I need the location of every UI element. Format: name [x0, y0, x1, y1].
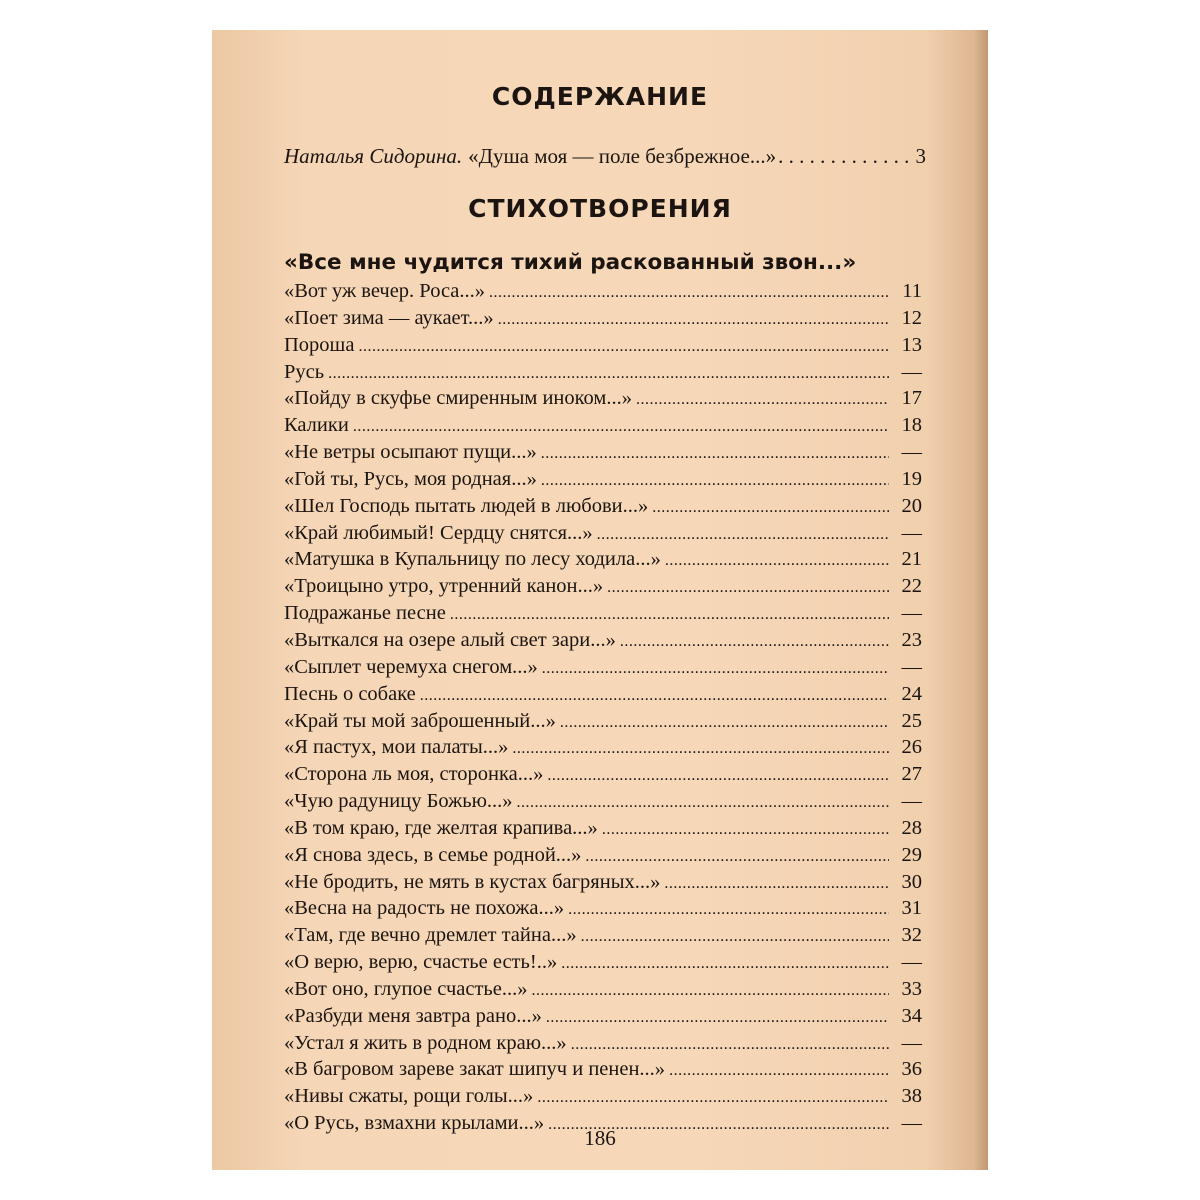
toc-leader-dots	[541, 441, 889, 468]
toc-entry-page: —	[901, 951, 922, 974]
toc-entry-page: 27	[901, 763, 922, 786]
toc-entry-title: «Пойду в скуфье смиренным иноком...»	[284, 387, 633, 410]
intro-entry	[284, 144, 926, 169]
toc-entry-title: «Устал я жить в родном краю...»	[284, 1031, 567, 1054]
toc-entry-page: 25	[901, 709, 922, 732]
toc-entry-page: 23	[901, 628, 922, 651]
toc-entry	[284, 654, 922, 681]
toc-entry-page: 12	[901, 306, 922, 329]
toc-entry-title: «Вот уж вечер. Роса...»	[284, 280, 486, 302]
toc-entry-title: «Весна на радость не похожа...»	[284, 897, 565, 920]
toc-entry	[284, 842, 922, 869]
toc-entry	[284, 869, 922, 896]
toc-entry-title: «Нивы сжаты, рощи голы...»	[284, 1085, 534, 1108]
toc-leader-dots	[568, 897, 889, 924]
toc-entry-title: «Сторона ль моя, сторонка...»	[284, 763, 544, 786]
toc-entry	[284, 520, 922, 547]
toc-entry-title: «Не ветры осыпают пущи...»	[284, 441, 537, 464]
toc-entry-page: 24	[901, 682, 922, 705]
toc-entry	[284, 976, 922, 1003]
toc-entry	[284, 1083, 922, 1110]
toc-leader-dots	[636, 387, 889, 414]
toc-entry	[284, 681, 922, 708]
toc-entry-title: «О Русь, взмахни крылами...»	[284, 1112, 545, 1135]
toc-entry-title: «Поет зима — аукает...»	[284, 306, 494, 329]
toc-entry-title: «Матушка в Купальницу по лесу ходила...»	[284, 548, 661, 571]
toc-entry	[284, 815, 922, 842]
toc-entry	[284, 466, 922, 493]
toc-leader-dots	[547, 763, 889, 790]
poems-section-heading: СТИХОТВОРЕНИЯ	[468, 194, 732, 223]
toc-entry-title: Пороша	[284, 333, 355, 356]
toc-leader-dots	[607, 575, 889, 602]
toc-leader-dots	[531, 978, 889, 1005]
toc-entry	[284, 1056, 922, 1083]
intro-title: «Душа моя — поле безбрежное...»	[468, 144, 777, 168]
toc-entry-title: «Я снова здесь, в семье родной...»	[284, 843, 582, 866]
toc-entry	[284, 385, 922, 412]
toc-entry-page: —	[901, 441, 922, 464]
toc-entry-page: —	[901, 1112, 922, 1135]
toc-entry-title: «В том краю, где желтая крапива...»	[284, 816, 598, 839]
toc-leader-dots	[489, 280, 889, 307]
toc-leader-dots	[669, 1058, 889, 1085]
toc-leader-dots	[517, 790, 889, 817]
intro-page-number: 3	[915, 144, 926, 168]
toc-entry	[284, 1003, 922, 1030]
toc-entry	[284, 305, 922, 332]
toc-entry-page: —	[901, 1031, 922, 1054]
toc-leader-dots	[571, 1032, 889, 1059]
toc-entry	[284, 949, 922, 976]
toc-entry	[284, 734, 922, 761]
toc-leader-dots	[581, 924, 889, 951]
toc-entry-title: Русь	[284, 360, 325, 383]
toc-entry-page: —	[901, 602, 922, 625]
toc-leader-dots	[353, 414, 889, 441]
toc-entry-page: 13	[901, 333, 922, 356]
toc-entry-title: «О верю, верю, счастье есть!..»	[284, 951, 558, 974]
toc-entry-page: 21	[901, 548, 922, 571]
toc-entry-page: 28	[901, 816, 922, 839]
toc-entry-title: «В багровом зареве закат шипуч и пенен...»	[284, 1058, 666, 1081]
toc-leader-dots	[450, 602, 889, 629]
toc-entry-page: 11	[902, 280, 922, 302]
toc-entry	[284, 412, 922, 439]
page-number: 186	[584, 1126, 616, 1150]
toc-leader-dots	[652, 495, 889, 522]
toc-leader-dots	[585, 844, 889, 871]
toc-entry-page: 33	[901, 977, 922, 1000]
toc-entry-title: «Край ты мой заброшенный...»	[284, 709, 556, 732]
toc-leader-dots	[560, 710, 889, 737]
toc-leader-dots	[358, 334, 889, 361]
toc-entry	[284, 708, 922, 735]
toc-entry-title: «Я пастух, мои палаты...»	[284, 736, 509, 759]
toc-entry-page: 26	[901, 736, 922, 759]
toc-entry-page: 36	[901, 1058, 922, 1081]
toc-entry-page: 31	[901, 897, 922, 920]
toc-entry	[284, 788, 922, 815]
toc-entry-page: 18	[901, 414, 922, 437]
subsection-title: «Все мне чудится тихий раскованный звон...»	[284, 250, 857, 275]
toc-entry-page: —	[901, 655, 922, 678]
toc-entry	[284, 895, 922, 922]
toc-leader-dots	[541, 468, 889, 495]
toc-leader-dots	[498, 307, 889, 334]
toc-entry-page: —	[901, 790, 922, 813]
toc-entry-page: 19	[901, 467, 922, 490]
toc-leader-dots	[664, 871, 889, 898]
toc-entry-title: «Выткался на озере алый свет зари...»	[284, 628, 616, 651]
toc-entry	[284, 922, 922, 949]
toc-entry-title: «Край любимый! Сердцу снятся...»	[284, 521, 593, 544]
toc-leader-dots	[561, 951, 889, 978]
toc-leader-dots	[665, 548, 889, 575]
toc-entry-page: —	[901, 521, 922, 544]
toc-entry-page: 17	[901, 387, 922, 410]
toc-entry-title: «Троицыно утро, утренний канон...»	[284, 575, 604, 598]
toc-list	[284, 278, 922, 1137]
toc-entry-page: 38	[901, 1085, 922, 1108]
toc-entry-page: 20	[901, 494, 922, 517]
toc-entry-page: 30	[901, 870, 922, 893]
toc-entry-page: 32	[901, 924, 922, 947]
toc-entry	[284, 359, 922, 386]
toc-leader-dots	[328, 361, 889, 388]
toc-entry-title: «Разбуди меня завтра рано...»	[284, 1004, 542, 1027]
toc-entry-title: Калики	[284, 414, 349, 437]
toc-entry	[284, 332, 922, 359]
toc-entry	[284, 493, 922, 520]
toc-entry-title: Подражанье песне	[284, 602, 446, 625]
book-page	[212, 30, 988, 1170]
contents-heading: СОДЕРЖАНИЕ	[491, 82, 709, 111]
toc-leader-dots	[542, 656, 889, 683]
toc-entry	[284, 278, 922, 305]
toc-leader-dots	[597, 522, 889, 549]
toc-entry-title: «Гой ты, Русь, моя родная...»	[284, 467, 537, 490]
toc-entry	[284, 439, 922, 466]
toc-leader-dots	[620, 629, 889, 656]
toc-entry-page: 29	[901, 843, 922, 866]
toc-leader-dots	[537, 1085, 889, 1112]
toc-entry-title: «Сыплет черемуха снегом...»	[284, 655, 538, 678]
toc-entry	[284, 573, 922, 600]
toc-entry-page: 22	[901, 575, 922, 598]
toc-entry-title: «Там, где вечно дремлет тайна...»	[284, 924, 577, 947]
intro-author: Наталья Сидорина.	[284, 144, 463, 168]
toc-entry	[284, 1030, 922, 1057]
toc-leader-dots	[546, 1005, 889, 1032]
toc-entry-title: «Не бродить, не мять в кустах багряных...»	[284, 870, 661, 893]
toc-entry-page: —	[901, 360, 922, 383]
intro-leader-dots	[778, 144, 913, 169]
toc-entry	[284, 761, 922, 788]
toc-entry-title: «Шел Господь пытать людей в любови...»	[284, 494, 649, 517]
toc-leader-dots	[420, 683, 889, 710]
toc-entry-title: Песнь о собаке	[284, 682, 416, 705]
toc-entry-title: «Вот оно, глупое счастье...»	[284, 977, 528, 1000]
toc-leader-dots	[602, 817, 889, 844]
toc-entry	[284, 600, 922, 627]
toc-entry-title: «Чую радуницу Божью...»	[284, 790, 513, 813]
toc-entry-page: 34	[901, 1004, 922, 1027]
toc-leader-dots	[512, 736, 889, 763]
toc-entry	[284, 546, 922, 573]
toc-entry	[284, 627, 922, 654]
